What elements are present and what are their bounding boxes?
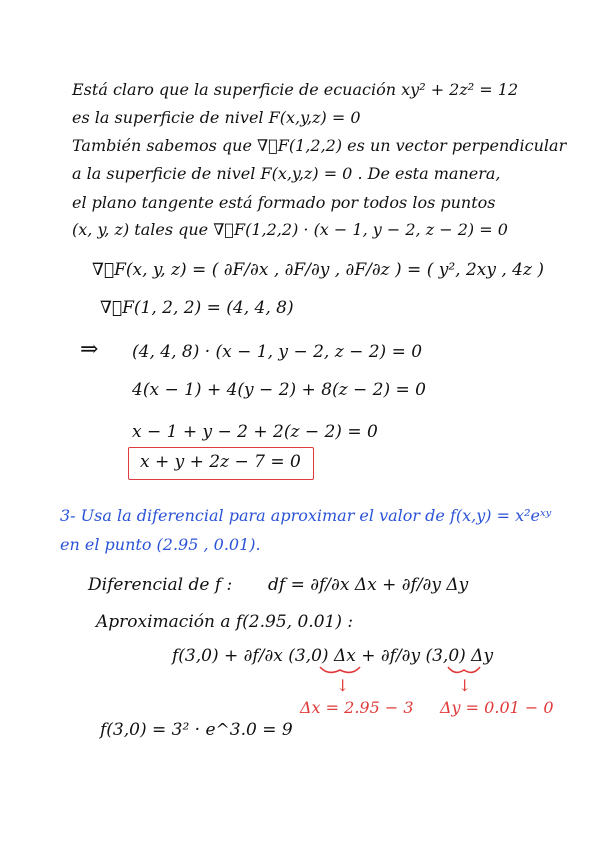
dy-underbrace <box>446 664 482 676</box>
gradient-at-point: ∇⃗F(1, 2, 2) = (4, 4, 8) <box>100 298 294 318</box>
dx-note: Δx = 2.95 − 3 <box>300 698 414 717</box>
text-line-5: el plano tangente está formado por todos los puntos <box>72 193 496 212</box>
text-line-1: Está claro que la superficie de ecuación xy² + 2z² = 12 <box>72 80 519 99</box>
step-dot-product: (4, 4, 8) · (x − 1, y − 2, z − 2) = 0 <box>132 342 423 362</box>
approximation-formula: f(3,0) + ∂f/∂x (3,0) Δx + ∂f/∂y (3,0) Δy <box>172 646 494 666</box>
dy-note: Δy = 0.01 − 0 <box>440 698 554 717</box>
gradient-general: ∇⃗F(x, y, z) = ( ∂F/∂x , ∂F/∂y , ∂F/∂z ) = ( y², 2xy , 4z ) <box>92 260 544 280</box>
dx-underbrace <box>318 664 362 676</box>
problem-3-point: en el punto (2.95 , 0.01). <box>60 535 261 554</box>
dy-arrow: ↓ <box>458 676 472 695</box>
differential-formula: df = ∂f/∂x Δx + ∂f/∂y Δy <box>268 575 469 595</box>
text-line-3: También sabemos que ∇⃗F(1,2,2) es un vector perpendicular <box>72 136 567 155</box>
approximation-label: Aproximación a f(2.95, 0.01) : <box>96 612 354 632</box>
text-line-6: (x, y, z) tales que ∇⃗F(1,2,2) · (x − 1, y − 2, z − 2) = 0 <box>72 220 508 239</box>
text-line-4: a la superficie de nivel F(x,y,z) = 0 . De esta manera, <box>72 164 501 183</box>
step-expanded: 4(x − 1) + 4(y − 2) + 8(z − 2) = 0 <box>132 380 426 400</box>
step-simplified: x − 1 + y − 2 + 2(z − 2) = 0 <box>132 422 378 442</box>
evaluation-formula: f(3,0) = 3² · e^3.0 = 9 <box>100 720 293 740</box>
differential-label: Diferencial de f : <box>88 575 233 595</box>
implies-arrow: ⇒ <box>80 337 99 362</box>
dx-arrow: ↓ <box>336 676 350 695</box>
problem-3-statement: 3- Usa la diferencial para aproximar el valor de f(x,y) = x²eˣʸ <box>60 506 552 525</box>
tangent-plane-answer: x + y + 2z − 7 = 0 <box>140 452 301 472</box>
text-line-2: es la superficie de nivel F(x,y,z) = 0 <box>72 108 361 127</box>
